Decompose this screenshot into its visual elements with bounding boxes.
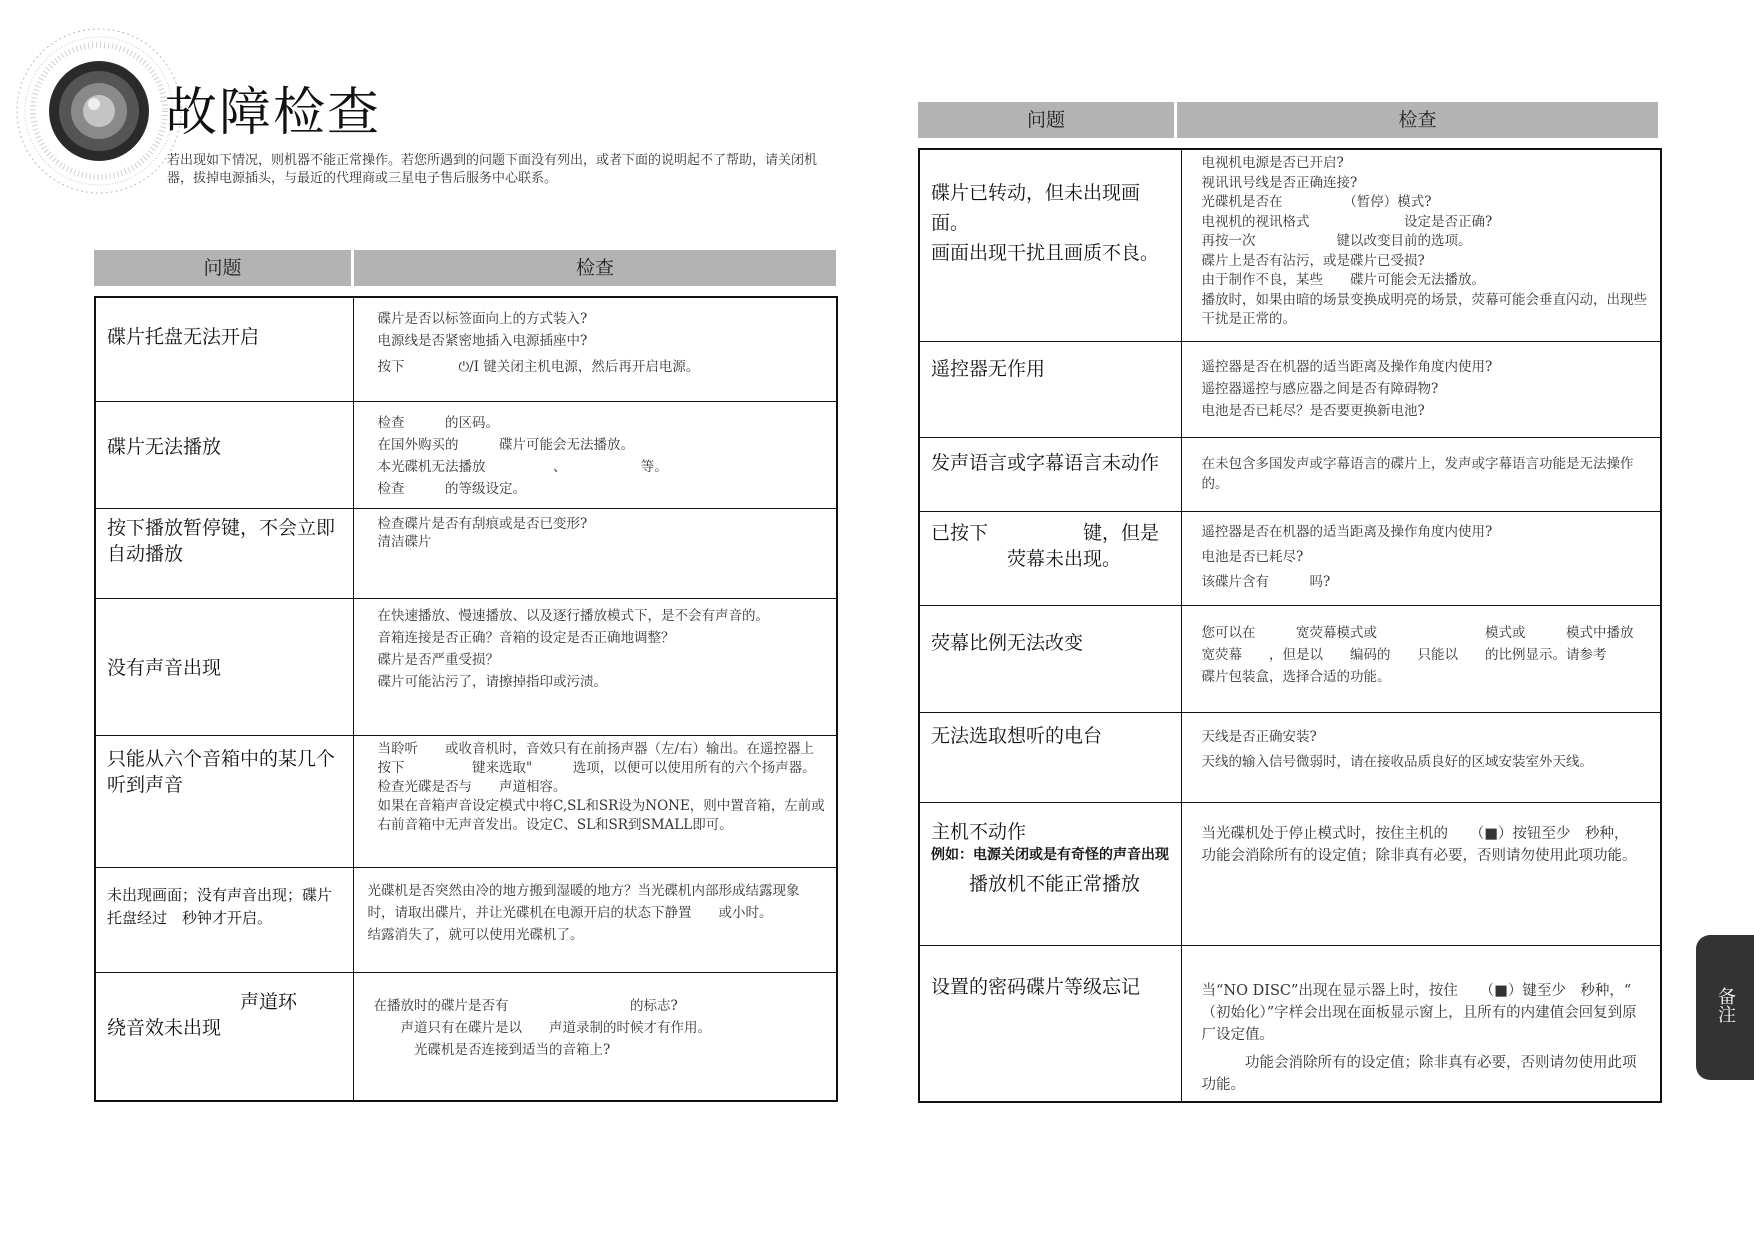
right-table-header — [918, 102, 1658, 138]
check-line: 当聆听 或收音机时，音效只有在前扬声器（左/右）输出。在遥控器上按下 键来选取" 选项，以便可以使用所有的六个扬声器。 — [377, 740, 816, 776]
problem-cell: 未出现画面；没有声音出现；碟片托盘经过 秒钟才开启。 — [107, 885, 333, 927]
header-problem: 问题 — [1026, 109, 1065, 131]
table-row — [919, 149, 1661, 341]
table-row — [95, 867, 837, 972]
check-line: 清洁碟片 — [377, 533, 432, 550]
check-line: 按下 ⏻/I 键关闭主机电源，然后再开启电源。 — [377, 359, 700, 375]
problem-cell: 荧幕比例无法改变 — [931, 631, 1084, 654]
problem-cell: 设置的密码碟片等级忘记 — [931, 975, 1141, 998]
table-row — [919, 341, 1661, 437]
problem-cell: 按下播放暂停键，不会立即自动播放 — [107, 516, 336, 565]
check-line: 在快速播放、慢速播放、以及逐行播放模式下，是不会有声音的。 — [377, 607, 769, 624]
check-line: 遥控器是否在机器的适当距离及操作角度内使用? — [1201, 523, 1493, 540]
check-line: 天线是否正确安装? — [1201, 728, 1317, 745]
check-line: 碟片上是否有沾污，或是碟片已受损? — [1201, 252, 1425, 269]
problem-cell: 无法选取想听的电台 — [931, 724, 1103, 747]
check-line: 再按一次 键以改变目前的选项。 — [1201, 233, 1472, 249]
check-line: 检查 的区码。 — [377, 414, 499, 431]
speaker-graphic — [14, 26, 184, 196]
header-problem: 问题 — [203, 257, 242, 279]
check-line: 碟片可能沾污了，请擦掉指印或污渍。 — [377, 673, 607, 690]
table-row — [919, 511, 1661, 605]
check-line: 当光碟机处于停止模式时，按住主机的 （■）按钮至少 秒种， 功能会消除所有的设定值；除非真有必要，否则请勿使用此项功能。 — [1201, 825, 1651, 864]
check-line: 碟片是否严重受损？ — [377, 651, 499, 668]
table-row — [95, 972, 837, 1101]
check-line: 电池是否已耗尽？是否要更换新电池? — [1201, 402, 1425, 419]
check-line: 光碟机是否突然由冷的地方搬到湿暖的地方？当光碟机内部形成结露现象时，请取出碟片，并让光碟机在电源开启的状态下静置 或小时。 — [367, 882, 800, 921]
table-row — [919, 945, 1661, 1102]
problem-cell: 只能从六个音箱中的某几个听到声音 — [107, 747, 336, 796]
table-row — [95, 401, 837, 508]
check-line: 如果在音箱声音设定模式中将C,SL和SR设为NONE，则中置音箱，左前或右前音箱中无声音发出。设定C、SL和SR到SMALL即可。 — [377, 797, 825, 833]
check-line: 结露消失了，就可以使用光碟机了。 — [367, 926, 584, 943]
table-row — [919, 437, 1661, 511]
left-table-header — [94, 250, 836, 286]
check-line: 您可以在 宽荧幕模式或 模式或 模式中播放 宽荧幕 ，但是以 编码的 只能以 的比例显示。请参考 碟片包装盒，选择合适的功能。 — [1201, 624, 1674, 685]
check-line: 由于制作不良，某些 碟片可能会无法播放。 — [1201, 272, 1485, 288]
check-line: 在未包含多国发声或字幕语言的碟片上，发声或字幕语言功能是无法操作的。 — [1201, 455, 1634, 492]
problem-cell: 碟片已转动，但未出现画面。 — [931, 182, 1141, 234]
check-line: 电源线是否紧密地插入电源插座中? — [377, 333, 588, 349]
check-line: 光碟机是否连接到适当的音箱上? — [373, 1041, 611, 1058]
table-row — [919, 605, 1661, 712]
problem-cell: 没有声音出现 — [107, 656, 222, 679]
check-line: 电视机的视讯格式 设定是否正确? — [1201, 213, 1493, 230]
problem-cell: 遥控器无作用 — [931, 357, 1046, 380]
check-line: 音箱连接是否正确？音箱的设定是否正确地调整？ — [377, 629, 675, 646]
check-line: 检查 的等级设定。 — [377, 480, 526, 497]
check-line: 声道只有在碟片是以 声道录制的时候才有作用。 — [373, 1019, 711, 1036]
problem-cell-2: 荧幕未出现。 — [931, 547, 1122, 570]
problem-cell-2: 播放机不能正常播放 — [931, 872, 1141, 895]
check-line: 电池是否已耗尽? — [1201, 548, 1304, 565]
side-tab-label: 备注 — [1715, 987, 1736, 1023]
header-check: 检查 — [575, 257, 614, 279]
check-line: 在国外购买的 碟片可能会无法播放。 — [377, 436, 634, 453]
header-check: 检查 — [1398, 109, 1437, 131]
side-tab-notes[interactable] — [1696, 935, 1754, 1080]
left-table — [94, 296, 838, 1102]
problem-cell: 发声语言或字幕语言未动作 — [931, 451, 1160, 474]
table-row — [95, 297, 837, 401]
check-line: 遥控器是否在机器的适当距离及操作角度内使用? — [1201, 358, 1493, 375]
problem-cell: 已按下 键，但是 — [931, 521, 1160, 544]
table-row — [95, 735, 837, 867]
table-row — [95, 598, 837, 735]
problem-cell-line1: 声道环 — [107, 990, 298, 1013]
problem-cell: 碟片无法播放 — [107, 435, 222, 458]
table-row — [919, 802, 1661, 945]
check-line: 光碟机是否在 （暂停）模式? — [1201, 194, 1432, 210]
check-line: 碟片是否以标签面向上的方式装入? — [377, 311, 588, 327]
check-line: 当“NO DISC”出现在显示器上时，按住 （■）键至少 秒种，“ （初始化）”字样会出现在面板显示窗上，且所有的内建值会回复到原厂设定值。 — [1201, 982, 1661, 1043]
check-line: 视讯讯号线是否正确连接? — [1201, 174, 1358, 191]
problem-cell-sub: 例如：电源关闭或是有奇怪的声音出现 — [931, 846, 1169, 863]
check-line: 电视机电源是否已开启? — [1201, 155, 1344, 171]
table-row — [919, 712, 1661, 802]
problem-cell: 主机不动作 — [931, 820, 1027, 843]
problem-cell-2: 画面出现干扰且画质不良。 — [931, 242, 1160, 264]
table-row — [95, 508, 837, 598]
check-line: 播放时，如果由暗的场景变换成明亮的场景，荧幕可能会垂直闪动，出现些干扰是正常的。 — [1201, 291, 1647, 327]
intro-text: 若出现如下情况，则机器不能正常操作。若您所遇到的问题下面没有列出，或者下面的说明起不了帮助，请关闭机器，拔掉电源插头，与最近的代理商或三星电子售后服务中心联系。 — [167, 153, 818, 186]
check-line: 天线的输入信号微弱时，请在接收品质良好的区域安装室外天线。 — [1201, 753, 1593, 770]
check-line: 检查光碟是否与 声道相容。 — [377, 778, 567, 795]
check-line: 检查碟片是否有刮痕或是否已变形? — [377, 515, 588, 532]
problem-cell: 绕音效未出现 — [107, 1016, 222, 1039]
page-title: 故障检查 — [165, 83, 382, 143]
check-line: 遥控器遥控与感应器之间是否有障碍物? — [1201, 380, 1439, 397]
check-line: 功能会消除所有的设定值；除非真有必要，否则请勿使用此项功能。 — [1201, 1054, 1637, 1093]
problem-cell: 碟片托盘无法开启 — [107, 326, 260, 348]
check-line: 该碟片含有 吗? — [1201, 573, 1331, 590]
check-line: 本光碟机无法播放 、 等。 — [377, 458, 668, 475]
check-line: 在播放时的碟片是否有 的标志? — [373, 997, 678, 1014]
right-table — [918, 148, 1674, 1103]
